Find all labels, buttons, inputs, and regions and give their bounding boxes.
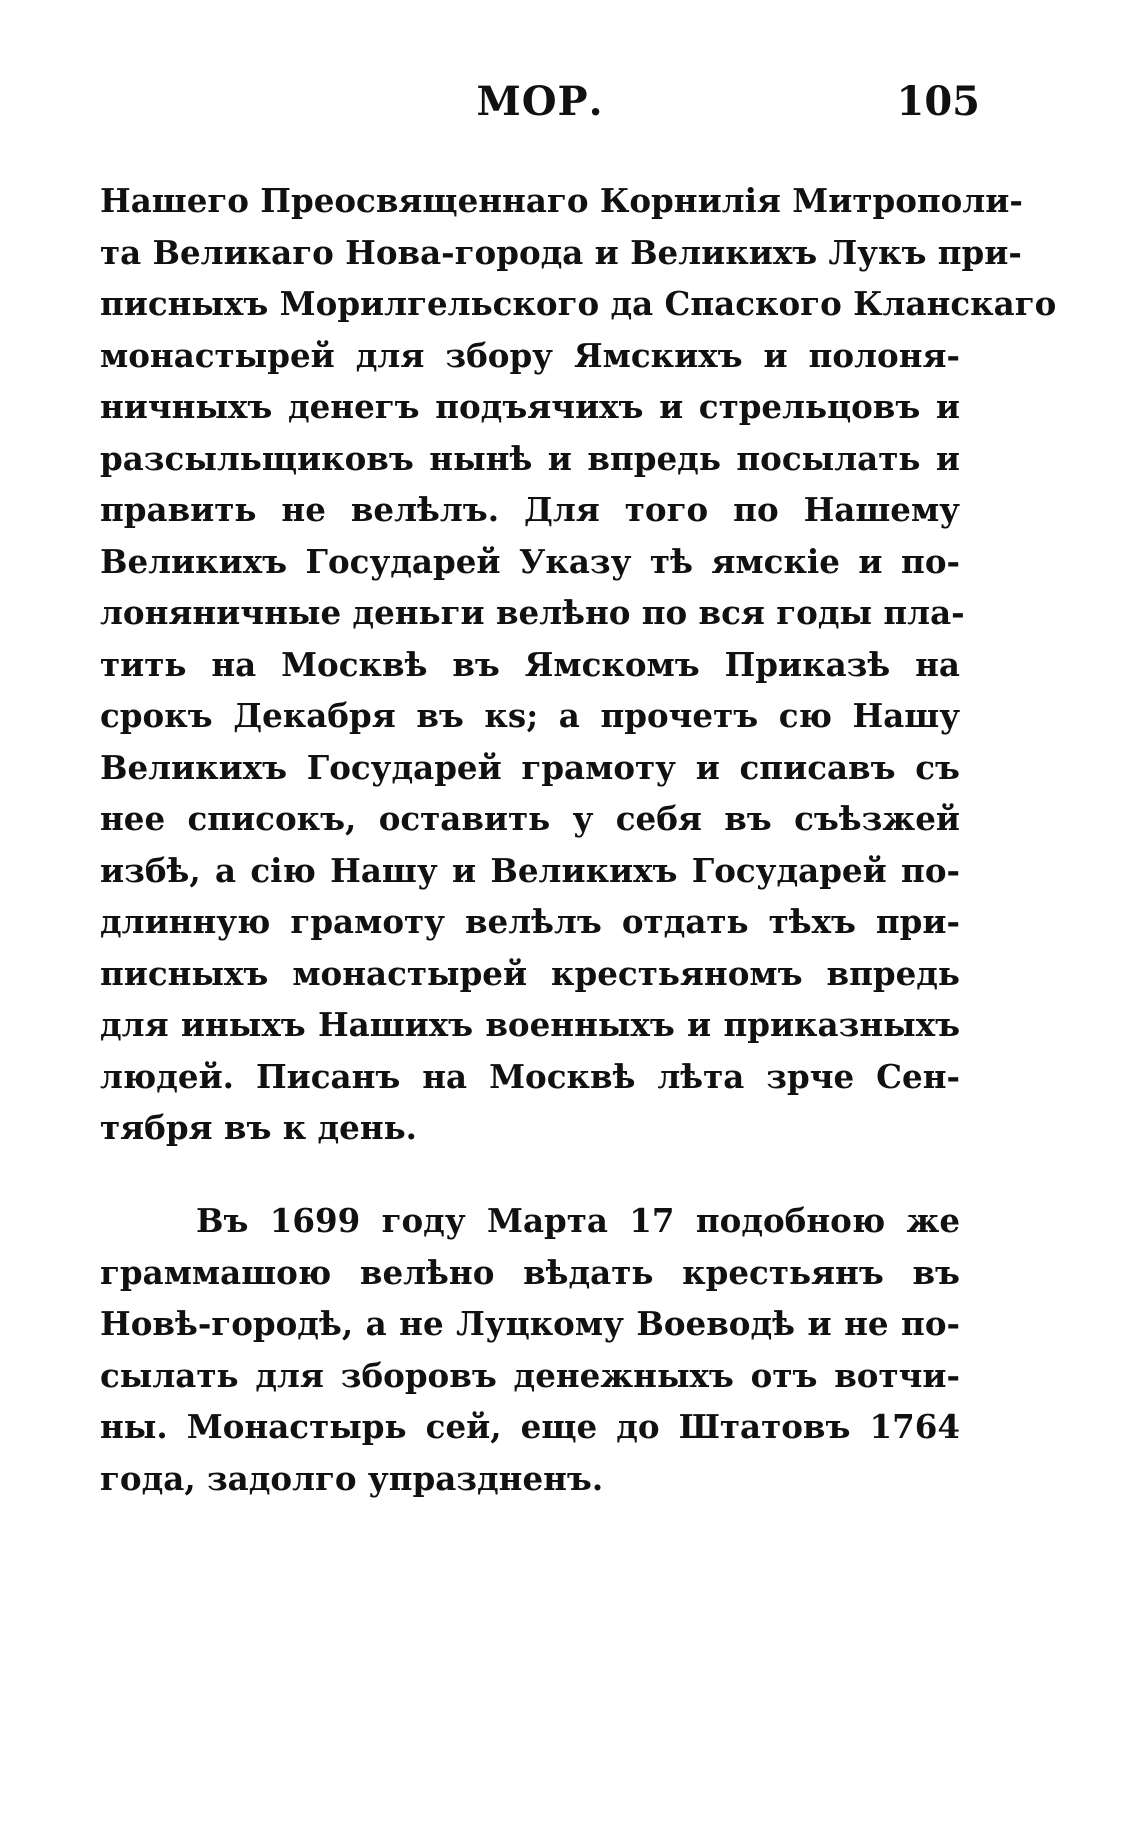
- text-line: нее списокъ, оставить у себя въ съѣзжей: [100, 799, 960, 838]
- text-line: избѣ, а сію Нашу и Великихъ Государей по-: [100, 850, 960, 890]
- page-header: [100, 78, 980, 138]
- paragraph-note-1699: [100, 1195, 960, 1504]
- text-line: ничныхъ денегъ подъячихъ и стрельцовъ и: [100, 387, 960, 426]
- text-line: Нашего Преосвященнаго Корнилія Митрополи-: [100, 181, 1023, 220]
- text-line: тября въ к день.: [100, 1108, 417, 1147]
- text-line: длинную грамоту велѣлъ отдать тѣхъ при-: [100, 902, 960, 941]
- text-line: монастырей для збору Ямскихъ и полоня-: [100, 335, 960, 375]
- text-line: Великихъ Государей грамоту и списавъ съ: [100, 747, 960, 787]
- text-line: года, задолго упраздненъ.: [100, 1458, 604, 1498]
- text-line: для иныхъ Нашихъ военныхъ и приказныхъ: [100, 1005, 960, 1044]
- text-line: писныхъ монастырей крестьяномъ впредь: [100, 953, 960, 993]
- page-number: 105: [896, 78, 980, 125]
- text-line: писныхъ Морилгельского да Спаского Кланскаго: [100, 284, 1057, 323]
- text-line: лоняничные деньги велѣно по вся годы пла-: [100, 593, 965, 632]
- text-line: Великихъ Государей Указу тѣ ямскіе и по-: [100, 541, 960, 581]
- text-line: сылать для зборовъ денежныхъ отъ вотчи-: [100, 1355, 960, 1395]
- text-line: править не велѣлъ. Для того по Нашему: [100, 490, 960, 529]
- text-line: людей. Писанъ на Москвѣ лѣта зрче Сен-: [100, 1056, 960, 1096]
- text-line: граммашою велѣно вѣдать крестьянъ въ: [100, 1252, 960, 1292]
- text-line: ны. Монастырь сей, еще до Штатовъ 1764: [100, 1407, 960, 1446]
- text-line: Новѣ-городѣ, а не Луцкому Воеводѣ и не по-: [100, 1304, 960, 1343]
- text-line: та Великаго Нова-города и Великихъ Лукъ при-: [100, 232, 1022, 272]
- paragraph-charter-text: [100, 175, 1057, 1154]
- running-head: МОР.: [476, 78, 604, 125]
- text-line: срокъ Декабря въ кѕ; а прочетъ сю Нашу: [100, 696, 960, 735]
- text-line: разсыльщиковъ нынѣ и впредь посылать и: [100, 438, 960, 478]
- text-line: Въ 1699 году Марта 17 подобною же: [196, 1201, 960, 1240]
- text-line: тить на Москвѣ въ Ямскомъ Приказѣ на: [100, 644, 960, 684]
